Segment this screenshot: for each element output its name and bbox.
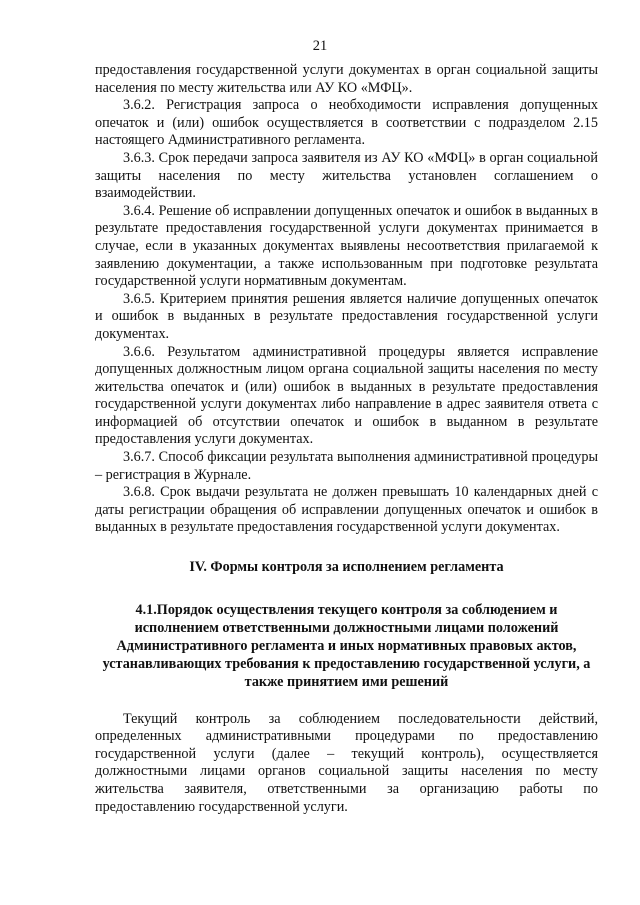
paragraph-3-6-2: 3.6.2. Регистрация запроса о необходимости исправления допущенных опечаток и (или) ошибок осуществляется в соответствии с подразделом 2.15 настоящего Административного регламента. [95, 97, 598, 149]
paragraph-3-6-5: 3.6.5. Критерием принятия решения является наличие допущенных опечаток и ошибок в выданных в результате предоставления государственной услуги документах. [95, 290, 598, 342]
paragraph-3-6-8: 3.6.8. Срок выдачи результата не должен превышать 10 календарных дней с даты регистрации обращения об исправлении допущенных опечаток и ошибок в выданных в результате предоставления государственной услуги документах. [95, 484, 598, 536]
subsection-heading: 4.1.Порядок осуществления текущего контроля за соблюдением и исполнением ответственными должностными лицами положений Административного регламента и иных нормативных правовых актов, устанавливающих требования к предоставлению государственной услуги, а также принятием ими решений [102, 601, 591, 690]
paragraph-3-6-4: 3.6.4. Решение об исправлении допущенных опечаток и ошибок в выданных в результате предоставления государственной услуги документах принимается в случае, если в указанных документах выявлены несоответствия прилагаемой к заявлению документации, а также использованным при подготовке результата государственной услуги нормативным документам. [95, 202, 598, 290]
paragraph-current-control: Текущий контроль за соблюдением последовательности действий, определенных административными процедурами по предоставлению государственной услуги (далее – текущий контроль), осуществляется должностными лицами органов социальной защиты населения по месту жительства заявителя, ответственными за организацию работы по предоставлению государственной услуги. [95, 710, 598, 815]
paragraph-3-6-3: 3.6.3. Срок передачи запроса заявителя из АУ КО «МФЦ» в орган социальной защиты населения по месту жительства установлен соглашением о взаимодействии. [95, 149, 598, 202]
paragraph-3-6-6: 3.6.6. Результатом административной процедуры является исправление допущенных должностным лицом органа социальной защиты населения по месту жительства опечаток и (или) ошибок в выданных в результате предоставления государственной услуги документах либо направление в адрес заявителя ответа с информацией об отсутствии опечаток и ошибок в выданном в результате предоставления услуги документах. [95, 343, 598, 448]
document-body [95, 62, 598, 816]
paragraph-intro-continuation: предоставления государственной услуги документах в орган социальной защиты населения по месту жительства или АУ КО «МФЦ». [95, 62, 598, 96]
paragraph-3-6-7: 3.6.7. Способ фиксации результата выполнения административной процедуры – регистрация в Журнале. [95, 449, 598, 483]
section-heading: IV. Формы контроля за исполнением регламента [189, 559, 504, 576]
page-number: 21 [312, 38, 328, 54]
